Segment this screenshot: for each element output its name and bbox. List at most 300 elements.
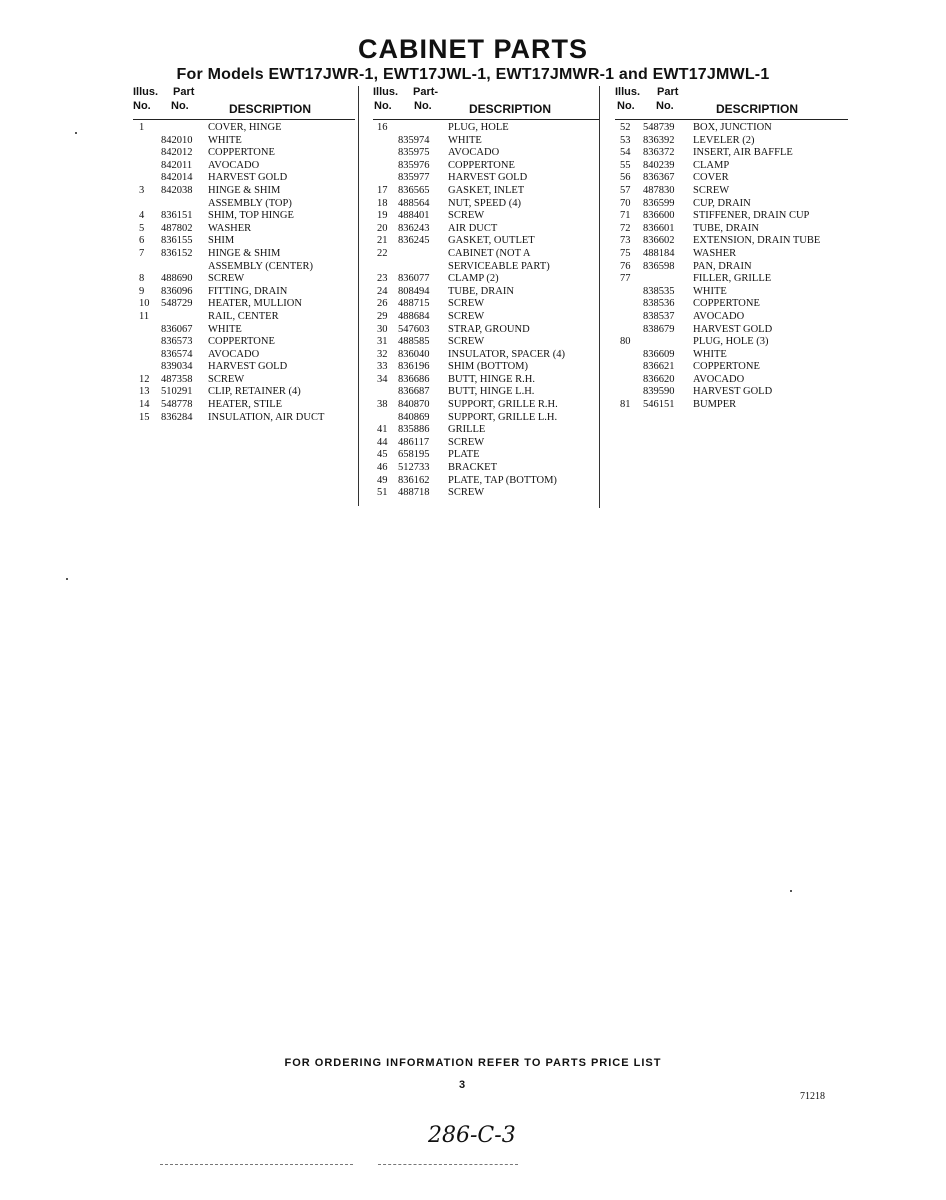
illus-number: 45	[377, 449, 388, 461]
part-description: GASKET, OUTLET	[448, 235, 535, 247]
part-row	[373, 223, 599, 236]
part-description: CLIP, RETAINER (4)	[208, 386, 301, 398]
part-description: COVER, HINGE	[208, 122, 282, 133]
part-number: 836151	[161, 210, 193, 222]
part-row	[615, 261, 848, 274]
part-number: 836243	[398, 222, 430, 234]
part-number: 835977	[398, 172, 430, 184]
part-row	[615, 311, 848, 324]
part-number: 836687	[398, 386, 430, 398]
part-row	[373, 475, 599, 488]
part-row	[133, 223, 355, 236]
part-row	[373, 235, 599, 248]
part-row	[373, 399, 599, 412]
part-description: AVOCADO	[693, 310, 745, 322]
part-description: TUBE, DRAIN	[448, 285, 514, 297]
part-row	[373, 248, 599, 261]
part-number: 839590	[643, 386, 675, 398]
part-row	[373, 198, 599, 211]
part-number: 838679	[643, 323, 675, 335]
illus-number: 52	[620, 122, 631, 133]
part-number: 838537	[643, 310, 675, 322]
part-row	[373, 374, 599, 387]
part-number: 488585	[398, 336, 430, 348]
part-row	[133, 361, 355, 374]
part-number: 842011	[161, 159, 193, 171]
part-row	[615, 298, 848, 311]
part-row	[615, 147, 848, 160]
part-row	[615, 386, 848, 399]
illus-number: 24	[377, 285, 388, 297]
part-description: COPPERTONE	[448, 159, 515, 171]
part-number: 836621	[643, 361, 675, 373]
part-description: PLUG, HOLE (3)	[693, 336, 769, 348]
header-rule	[615, 119, 848, 120]
part-row	[373, 147, 599, 160]
part-number: 836372	[643, 147, 675, 159]
part-description: COPPERTONE	[208, 147, 275, 159]
part-row	[615, 324, 848, 337]
part-no-header: No.	[656, 100, 674, 112]
part-row	[615, 172, 848, 185]
illus-header: Illus.	[615, 86, 641, 98]
illus-number: 9	[139, 285, 145, 297]
illus-number: 21	[377, 235, 388, 247]
part-number: 488684	[398, 310, 430, 322]
part-description: SCREW	[448, 487, 485, 499]
part-description: SCREW	[448, 210, 485, 222]
part-number: 838536	[643, 298, 675, 310]
part-description: COPPERTONE	[693, 361, 760, 373]
part-row	[133, 324, 355, 337]
illus-no-header: No.	[617, 100, 635, 112]
part-number: 488401	[398, 210, 430, 222]
part-number: 836574	[161, 348, 193, 360]
part-description: INSULATION, AIR DUCT	[208, 411, 325, 423]
part-number: 487802	[161, 222, 193, 234]
part-row	[373, 386, 599, 399]
part-row	[133, 210, 355, 223]
part-number: 836155	[161, 235, 193, 247]
part-description: AVOCADO	[208, 159, 260, 171]
part-description: NUT, SPEED (4)	[448, 197, 522, 209]
part-description: CABINET (NOT A	[448, 247, 531, 259]
illus-number: 77	[620, 273, 631, 285]
part-number: 839034	[161, 361, 193, 373]
part-description: STRAP, GROUND	[448, 323, 530, 335]
part-description: CLAMP (2)	[448, 273, 499, 285]
illus-number: 80	[620, 336, 631, 348]
part-row	[615, 286, 848, 299]
illus-number: 30	[377, 323, 388, 335]
part-description: INSERT, AIR BAFFLE	[693, 147, 793, 159]
illus-number: 81	[620, 399, 631, 411]
part-row	[373, 298, 599, 311]
part-row	[615, 349, 848, 362]
part-row	[373, 324, 599, 337]
part-row	[615, 223, 848, 236]
part-number: 836067	[161, 323, 193, 335]
part-number: 658195	[398, 449, 430, 461]
illus-number: 17	[377, 184, 388, 196]
part-row	[133, 311, 355, 324]
part-number: 510291	[161, 386, 193, 398]
part-number: 512733	[398, 462, 430, 474]
part-row	[615, 273, 848, 286]
part-number: 487830	[643, 184, 675, 196]
illus-number: 11	[139, 310, 150, 322]
part-description: LEVELER (2)	[693, 134, 755, 146]
column-divider	[358, 86, 359, 506]
part-description: SUPPORT, GRILLE R.H.	[448, 399, 558, 411]
part-number: 835974	[398, 134, 430, 146]
part-row	[373, 261, 599, 274]
part-description: HINGE & SHIM	[208, 247, 281, 259]
part-row	[615, 198, 848, 211]
part-description: BRACKET	[448, 462, 498, 474]
part-row	[373, 424, 599, 437]
part-row	[373, 273, 599, 286]
illus-no-header: No.	[374, 100, 392, 112]
illus-number: 44	[377, 436, 388, 448]
part-description: ASSEMBLY (CENTER)	[208, 260, 314, 272]
illus-number: 7	[139, 247, 145, 259]
part-description: FITTING, DRAIN	[208, 285, 288, 297]
part-description: WASHER	[208, 222, 252, 234]
part-description: AIR DUCT	[448, 222, 498, 234]
parts-column-1	[133, 86, 355, 424]
part-number: 836599	[643, 197, 675, 209]
part-number: 836609	[643, 348, 675, 360]
illus-number: 4	[139, 210, 145, 222]
scan-artifact-line	[160, 1164, 353, 1165]
scan-speck	[790, 890, 792, 892]
part-number: 835975	[398, 147, 430, 159]
part-number: 836096	[161, 285, 193, 297]
part-number: 836620	[643, 373, 675, 385]
description-header: DESCRIPTION	[229, 102, 312, 116]
illus-number: 29	[377, 310, 388, 322]
part-description: AVOCADO	[448, 147, 500, 159]
part-description: BOX, JUNCTION	[693, 122, 772, 133]
part-row	[373, 286, 599, 299]
part-number: 836573	[161, 336, 193, 348]
part-description: HARVEST GOLD	[208, 361, 288, 373]
part-description: PLUG, HOLE	[448, 122, 509, 133]
scan-speck	[75, 132, 77, 134]
illus-header: Illus.	[133, 86, 159, 98]
illus-number: 1	[139, 122, 145, 133]
part-number: 840870	[398, 399, 430, 411]
part-row	[133, 122, 355, 135]
part-no-header: No.	[171, 100, 189, 112]
part-number: 488690	[161, 273, 193, 285]
part-description: SHIM (BOTTOM)	[448, 361, 529, 373]
part-number: 548739	[643, 122, 675, 133]
part-description: SUPPORT, GRILLE L.H.	[448, 411, 558, 423]
part-number: 842038	[161, 184, 193, 196]
part-row	[133, 235, 355, 248]
part-description: COPPERTONE	[693, 298, 760, 310]
illus-number: 10	[139, 298, 150, 310]
part-no-header: No.	[414, 100, 432, 112]
part-number: 836392	[643, 134, 675, 146]
document-code: 71218	[800, 1091, 825, 1102]
part-description: HEATER, STILE	[208, 399, 283, 411]
part-number: 838535	[643, 285, 675, 297]
part-number: 836600	[643, 210, 675, 222]
part-row	[133, 399, 355, 412]
illus-number: 73	[620, 235, 631, 247]
part-row	[373, 336, 599, 349]
part-row	[615, 235, 848, 248]
part-number: 840239	[643, 159, 675, 171]
part-description: WHITE	[693, 348, 727, 360]
part-row	[615, 122, 848, 135]
illus-number: 33	[377, 361, 388, 373]
page-number: 3	[459, 1079, 466, 1091]
part-description: COPPERTONE	[208, 336, 275, 348]
part-row	[133, 185, 355, 198]
part-row	[373, 122, 599, 135]
part-header: Part	[173, 86, 195, 98]
part-row	[133, 286, 355, 299]
illus-number: 76	[620, 260, 631, 272]
illus-number: 13	[139, 386, 150, 398]
part-description: WHITE	[208, 134, 242, 146]
illus-number: 6	[139, 235, 145, 247]
illus-number: 18	[377, 197, 388, 209]
illus-number: 8	[139, 273, 145, 285]
part-number: 548729	[161, 298, 193, 310]
part-number: 836152	[161, 247, 193, 259]
part-description: SERVICEABLE PART)	[448, 260, 550, 272]
illus-number: 49	[377, 474, 388, 486]
part-row	[133, 349, 355, 362]
part-description: CLAMP	[693, 159, 730, 171]
part-row	[133, 135, 355, 148]
part-number: 487358	[161, 373, 193, 385]
column-header	[133, 86, 355, 122]
illus-header: Illus.	[373, 86, 399, 98]
part-row	[615, 135, 848, 148]
illus-number: 15	[139, 411, 150, 423]
scan-artifact-line	[378, 1164, 518, 1165]
part-number: 836367	[643, 172, 675, 184]
page-title: CABINET PARTS	[357, 34, 588, 64]
part-number: 836040	[398, 348, 430, 360]
part-row	[373, 437, 599, 450]
part-description: GRILLE	[448, 424, 486, 436]
part-number: 842012	[161, 147, 193, 159]
part-number: 808494	[398, 285, 430, 297]
illus-number: 32	[377, 348, 388, 360]
part-number: 842014	[161, 172, 193, 184]
part-row	[373, 210, 599, 223]
part-row	[133, 374, 355, 387]
illus-number: 55	[620, 159, 631, 171]
column-header	[615, 86, 848, 122]
part-number: 488718	[398, 487, 430, 499]
illus-number: 3	[139, 184, 145, 196]
part-description: BUTT, HINGE L.H.	[448, 386, 535, 398]
part-description: AVOCADO	[693, 373, 745, 385]
part-row	[133, 412, 355, 425]
part-row	[133, 261, 355, 274]
part-number: 488184	[643, 247, 675, 259]
part-row	[133, 147, 355, 160]
part-row	[133, 198, 355, 211]
part-description: SCREW	[448, 310, 485, 322]
part-number: 836686	[398, 373, 430, 385]
models-subtitle: For Models EWT17JWR-1, EWT17JWL-1, EWT17JMWR-1 and EWT17JMWL-1	[176, 66, 770, 83]
part-row	[373, 172, 599, 185]
part-description: INSULATOR, SPACER (4)	[448, 348, 565, 360]
part-description: SCREW	[448, 298, 485, 310]
part-number: 548778	[161, 399, 193, 411]
description-header: DESCRIPTION	[716, 102, 799, 116]
part-description: BUMPER	[693, 399, 737, 411]
part-description: WHITE	[448, 134, 482, 146]
part-description: SCREW	[208, 273, 245, 285]
illus-no-header: No.	[133, 100, 151, 112]
part-row	[615, 210, 848, 223]
part-row	[615, 374, 848, 387]
part-number: 836196	[398, 361, 430, 373]
part-description: WASHER	[693, 247, 737, 259]
part-number: 547603	[398, 323, 430, 335]
handwritten-note: 286-C-3	[428, 1123, 516, 1148]
part-row	[615, 336, 848, 349]
part-description: EXTENSION, DRAIN TUBE	[693, 235, 821, 247]
part-number: 488715	[398, 298, 430, 310]
illus-number: 70	[620, 197, 631, 209]
illus-number: 75	[620, 247, 631, 259]
illus-number: 34	[377, 373, 388, 385]
illus-number: 23	[377, 273, 388, 285]
illus-number: 72	[620, 222, 631, 234]
part-description: CUP, DRAIN	[693, 197, 751, 209]
part-header: Part-	[413, 86, 439, 98]
part-description: SCREW	[693, 184, 730, 196]
header-rule	[373, 119, 599, 120]
part-description: BUTT, HINGE R.H.	[448, 373, 536, 385]
part-description: SCREW	[448, 336, 485, 348]
illus-number: 22	[377, 247, 388, 259]
part-description: HARVEST GOLD	[208, 172, 288, 184]
part-row	[133, 336, 355, 349]
part-row	[373, 349, 599, 362]
part-row	[133, 386, 355, 399]
part-description: HINGE & SHIM	[208, 184, 281, 196]
part-row	[373, 487, 599, 500]
part-description: ASSEMBLY (TOP)	[208, 197, 292, 209]
part-number: 840869	[398, 411, 430, 423]
part-row	[373, 412, 599, 425]
part-description: SHIM, TOP HINGE	[208, 210, 294, 222]
part-row	[133, 160, 355, 173]
part-row	[133, 273, 355, 286]
illus-number: 71	[620, 210, 631, 222]
part-row	[373, 462, 599, 475]
part-row	[615, 248, 848, 261]
part-description: SCREW	[448, 436, 485, 448]
part-number: 836245	[398, 235, 430, 247]
part-description: TUBE, DRAIN	[693, 222, 759, 234]
part-number: 836284	[161, 411, 193, 423]
part-description: RAIL, CENTER	[208, 310, 279, 322]
part-description: PLATE	[448, 449, 480, 461]
part-row	[133, 172, 355, 185]
part-row	[615, 160, 848, 173]
part-row	[373, 160, 599, 173]
part-number: 488564	[398, 197, 430, 209]
part-number: 835886	[398, 424, 430, 436]
part-number: 486117	[398, 436, 430, 448]
part-row	[615, 399, 848, 412]
ordering-note: FOR ORDERING INFORMATION REFER TO PARTS PRICE LIST	[284, 1057, 662, 1069]
part-row	[133, 248, 355, 261]
illus-number: 51	[377, 487, 388, 499]
illus-number: 19	[377, 210, 388, 222]
illus-number: 57	[620, 184, 631, 196]
part-description: FILLER, GRILLE	[693, 273, 772, 285]
header-rule	[133, 119, 355, 120]
part-description: PLATE, TAP (BOTTOM)	[448, 474, 557, 486]
part-description: HARVEST GOLD	[693, 323, 773, 335]
illus-number: 14	[139, 399, 150, 411]
part-description: STIFFENER, DRAIN CUP	[693, 210, 810, 222]
illus-number: 12	[139, 373, 150, 385]
part-description: SCREW	[208, 373, 245, 385]
illus-number: 38	[377, 399, 388, 411]
part-description: COVER	[693, 172, 729, 184]
illus-number: 41	[377, 424, 388, 436]
part-row	[373, 449, 599, 462]
part-description: HEATER, MULLION	[208, 298, 302, 310]
part-number: 836602	[643, 235, 675, 247]
scan-speck	[66, 578, 68, 580]
part-description: AVOCADO	[208, 348, 260, 360]
part-number: 836077	[398, 273, 430, 285]
illus-number: 5	[139, 222, 145, 234]
part-row	[373, 361, 599, 374]
illus-number: 53	[620, 134, 631, 146]
part-number: 835976	[398, 159, 430, 171]
part-description: SHIM	[208, 235, 235, 247]
part-description: HARVEST GOLD	[448, 172, 528, 184]
part-row	[373, 135, 599, 148]
illus-number: 31	[377, 336, 388, 348]
part-description: PAN, DRAIN	[693, 260, 752, 272]
part-number: 836162	[398, 474, 430, 486]
part-description: GASKET, INLET	[448, 184, 525, 196]
parts-column-3	[615, 86, 848, 412]
part-row	[373, 311, 599, 324]
part-row	[615, 185, 848, 198]
illus-number: 56	[620, 172, 631, 184]
part-number: 842010	[161, 134, 193, 146]
part-row	[373, 185, 599, 198]
parts-column-2	[373, 86, 599, 500]
part-description: WHITE	[208, 323, 242, 335]
part-description: WHITE	[693, 285, 727, 297]
part-number: 836598	[643, 260, 675, 272]
illus-number: 26	[377, 298, 388, 310]
part-row	[133, 298, 355, 311]
illus-number: 54	[620, 147, 631, 159]
part-number: 836601	[643, 222, 675, 234]
